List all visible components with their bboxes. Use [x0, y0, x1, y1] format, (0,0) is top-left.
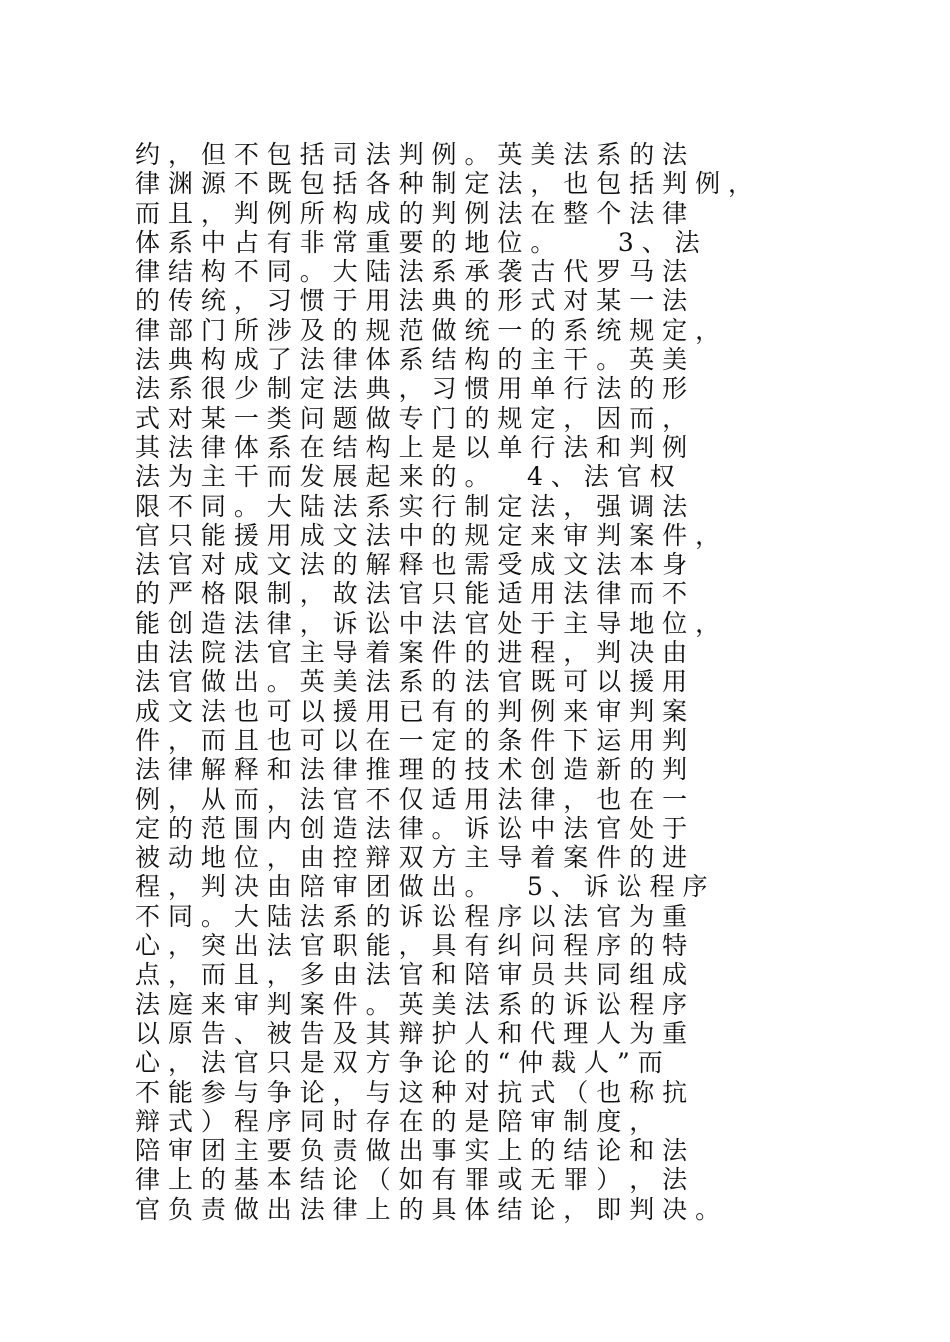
text-line: 其 法 律 体 系 在 结 构 上 是 以 单 行 法 和 判 例: [135, 432, 688, 462]
text-line: 法 律 解 释 和 法 律 推 理 的 技 术 创 造 新 的 判: [135, 755, 688, 785]
text-line: 由 法 院 法 官 主 导 着 案 件 的 进 程 ， 判 决 由: [135, 638, 688, 668]
text-line: 而 且 ， 判 例 所 构 成 的 判 例 法 在 整 个 法 律: [135, 198, 688, 228]
text-line: 约 ， 但 不 包 括 司 法 判 例 。 英 美 法 系 的 法: [135, 140, 688, 169]
text-line: 官 负 责 做 出 法 律 上 的 具 体 结 论 ， 即 判 决 。: [135, 1194, 721, 1224]
text-line: 辩 式 ） 程 序 同 时 存 在 的 是 陪 审 制 度 ，: [135, 1106, 655, 1136]
text-line: 不 同 。 大 陆 法 系 的 诉 讼 程 序 以 法 官 为 重: [135, 901, 688, 931]
text-line: 例 ， 从 而 ， 法 官 不 仅 适 用 法 律 ， 也 在 一: [135, 784, 688, 814]
text-line: 律 结 构 不 同 。 大 陆 法 系 承 袭 古 代 罗 马 法: [135, 257, 688, 287]
text-line: 限 不 同 。 大 陆 法 系 实 行 制 定 法 ， 强 调 法: [135, 491, 688, 521]
text-line: 以 原 告 、 被 告 及 其 辩 护 人 和 代 理 人 为 重: [135, 1018, 688, 1048]
text-line: 程 ， 判 决 由 陪 审 团 做 出 。 5 、 诉 讼 程 序: [135, 872, 708, 902]
text-line: 律 渊 源 不 既 包 括 各 种 制 定 法 ， 也 包 括 判 例 ，: [135, 169, 754, 199]
text-line: 法 庭 来 审 判 案 件 。 英 美 法 系 的 诉 讼 程 序: [135, 989, 688, 1019]
body-text: [135, 140, 825, 1224]
text-line: 件 ， 而 且 也 可 以 在 一 定 的 条 件 下 运 用 判: [135, 725, 688, 755]
text-line: 法 典 构 成 了 法 律 体 系 结 构 的 主 干 。 英 美: [135, 345, 688, 375]
text-line: 成 文 法 也 可 以 援 用 已 有 的 判 例 来 审 判 案: [135, 696, 688, 726]
text-line: 律 部 门 所 涉 及 的 规 范 做 统 一 的 系 统 规 定 ，: [135, 315, 721, 345]
text-line: 心 ， 突 出 法 官 职 能 ， 具 有 纠 问 程 序 的 特: [135, 931, 688, 961]
text-line: 法 为 主 干 而 发 展 起 来 的 。 4 、 法 官 权: [135, 462, 675, 492]
text-line: 法 官 做 出 。 英 美 法 系 的 法 官 既 可 以 援 用: [135, 667, 688, 697]
text-line: 点 ， 而 且 ， 多 由 法 官 和 陪 审 员 共 同 组 成: [135, 960, 688, 990]
text-line: 法 系 很 少 制 定 法 典 ， 习 惯 用 单 行 法 的 形: [135, 374, 688, 404]
text-line: 不 能 参 与 争 论 ， 与 这 种 对 抗 式 （ 也 称 抗: [135, 1077, 688, 1107]
text-line: 官 只 能 援 用 成 文 法 中 的 规 定 来 审 判 案 件 ，: [135, 520, 721, 550]
text-line: 律 上 的 基 本 结 论 （ 如 有 罪 或 无 罪 ） ， 法: [135, 1165, 688, 1195]
text-line: 的 严 格 限 制 ， 故 法 官 只 能 适 用 法 律 而 不: [135, 579, 688, 609]
text-line: 法 官 对 成 文 法 的 解 释 也 需 受 成 文 法 本 身: [135, 550, 688, 580]
text-line: 体 系 中 占 有 非 常 重 要 的 地 位 。 3 、 法: [135, 227, 700, 257]
text-line: 式 对 某 一 类 问 题 做 专 门 的 规 定 ， 因 而 ，: [135, 403, 688, 433]
text-line: 定 的 范 围 内 创 造 法 律 。 诉 讼 中 法 官 处 于: [135, 813, 688, 843]
text-line: 能 创 造 法 律 ， 诉 讼 中 法 官 处 于 主 导 地 位 ，: [135, 608, 721, 638]
text-line: 的 传 统 ， 习 惯 于 用 法 典 的 形 式 对 某 一 法: [135, 286, 688, 316]
text-line: 被 动 地 位 ， 由 控 辩 双 方 主 导 着 案 件 的 进: [135, 843, 688, 873]
text-line: 陪 审 团 主 要 负 责 做 出 事 实 上 的 结 论 和 法: [135, 1136, 688, 1166]
text-line: 心 ， 法 官 只 是 双 方 争 论 的 “ 仲 裁 人 ” 而: [135, 1048, 663, 1078]
